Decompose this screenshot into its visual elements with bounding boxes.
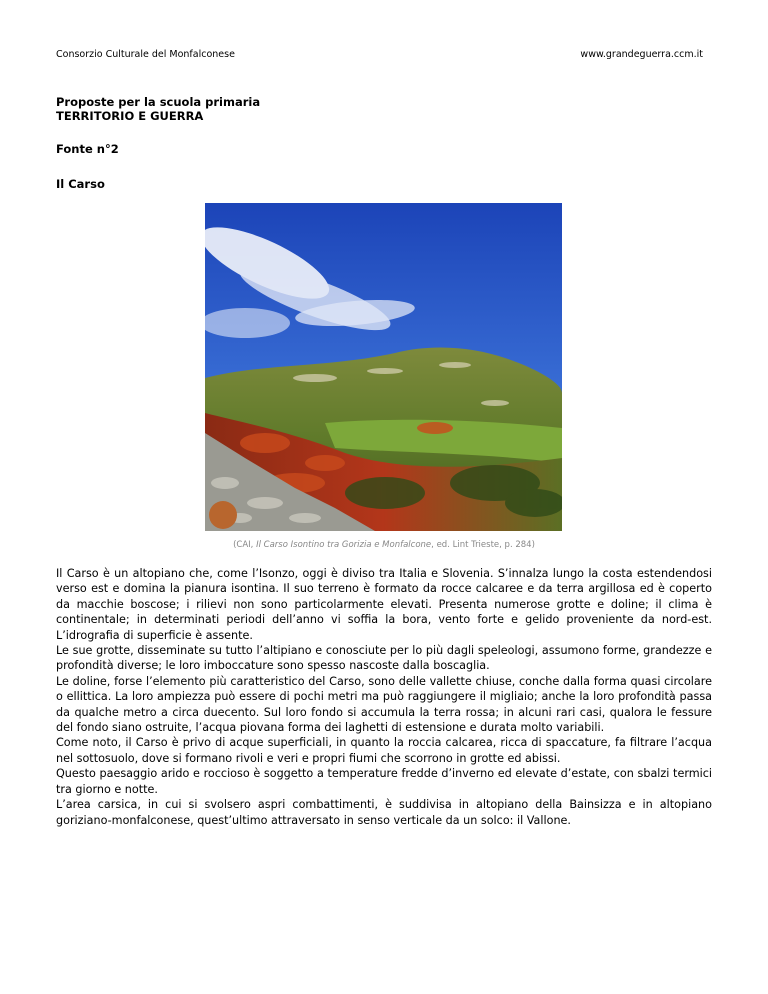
photo-caption — [0, 540, 768, 550]
title-line-1: Proposte per la scuola primaria — [56, 95, 261, 109]
body-text — [56, 566, 712, 828]
source-number: Fonte n°2 — [56, 142, 119, 156]
paragraph: Questo paesaggio arido e roccioso è soggetto a temperature fredde d’inverno ed elevate d’estate, con sbalzi termici tra giorno e notte. — [56, 767, 712, 796]
caption-work-title: Il Carso Isontino tra Gorizia e Monfalcone — [256, 540, 432, 550]
header-organization: Consorzio Culturale del Monfalconese — [56, 49, 235, 60]
caption-prefix: (CAI, — [233, 540, 257, 550]
karst-landscape-image — [205, 203, 562, 531]
title-line-2: TERRITORIO E GUERRA — [56, 109, 204, 123]
paragraph: L’area carsica, in cui si svolsero aspri combattimenti, è suddivisa in altopiano della Bainsizza e in altopiano goriziano-monfalconese, quest’ultimo attraversato in senso verticale da un solco: il Vallone. — [56, 798, 712, 827]
header-website: www.grandeguerra.ccm.it — [580, 49, 703, 60]
landscape-photo — [205, 203, 562, 531]
section-title: Il Carso — [56, 177, 105, 191]
paragraph: Come noto, il Carso è privo di acque superficiali, in quanto la roccia calcarea, ricca di spaccature, fa filtrare l’acqua nel sottosuolo, dove si formano rivoli e veri e propri fiumi che scorrono in grotte ed abissi. — [56, 736, 712, 765]
paragraph: Le doline, forse l’elemento più caratteristico del Carso, sono delle vallette chiuse, conche dalla forma quasi circolare o ellittica. La loro ampiezza può essere di pochi metri ma può raggiungere il migliaio; anche la loro profondità passa da qualche metro a circa duecento. Sul loro fondo si accumula la terra rossa; in alcuni rari casi, qualora le fessure del fondo siano ostruite, l’acqua piovana forma dei laghetti di estensione e durata molto variabili. — [56, 674, 712, 735]
paragraph: Le sue grotte, disseminate su tutto l’altipiano e conosciute per lo più dagli speleologi, assumono forme, grandezze e profondità diverse; le loro imboccature sono spesso nascoste dalla boscaglia. — [56, 644, 712, 673]
caption-suffix: , ed. Lint Trieste, p. 284) — [431, 540, 535, 550]
page-title — [56, 95, 260, 123]
paragraph: Il Carso è un altopiano che, come l’Isonzo, oggi è diviso tra Italia e Slovenia. S’innalza lungo la costa estendendosi verso est e domina la pianura isontina. Il suo terreno è formato da rocce calcaree e da terra argillosa ed è coperto da macchie boscose; i rilievi non sono particolarmente elevati. Presenta numerose grotte e doline; il clima è continentale; in determinati periodi dell’anno vi soffia la bora, vento forte e gelido proveniente da nord-est. L’idrografia di superficie è assente. — [56, 567, 712, 642]
